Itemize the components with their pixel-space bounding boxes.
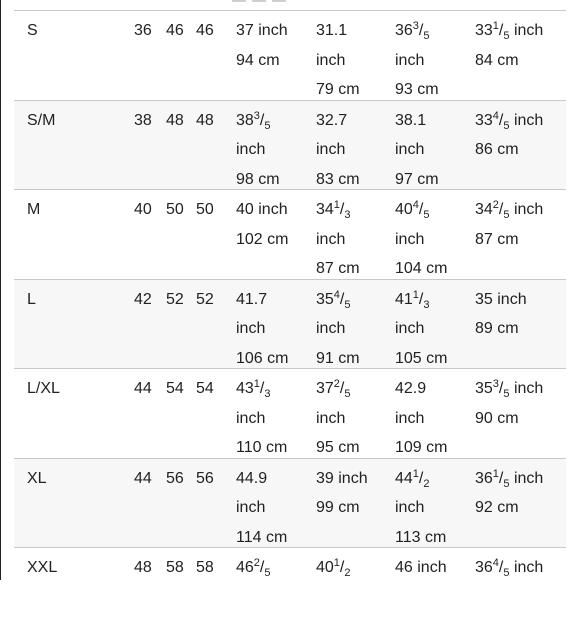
measure-line: inch [395,51,425,69]
fraction-denominator: 5 [503,209,510,221]
measure-unit: inch [333,469,368,487]
fraction-denominator: 2 [344,567,351,579]
table-row [14,10,566,101]
fraction-denominator: 5 [503,119,510,132]
measure-line [236,195,288,225]
fraction-denominator: 3 [344,209,351,221]
cell-measure-b [316,464,368,523]
table-row [14,547,566,638]
measure-line: 83 cm [316,170,360,188]
cell-eu: 44 [134,469,152,487]
measure-line [475,553,543,583]
table-row [14,279,566,370]
cell-measure-c [395,553,447,583]
measure-line [236,374,287,404]
cell-measure-b [316,553,351,583]
measure-line: inch [395,320,425,338]
fraction-denominator: 5 [264,119,271,132]
measure-line: inch [395,230,425,248]
cell-measure-d [475,553,543,583]
fraction-numerator: 1 [333,557,340,569]
fraction-numerator: 1 [492,467,499,480]
cell-measure-b [316,16,360,105]
fraction-denominator: 5 [503,30,510,42]
measure-line: 99 cm [316,499,360,517]
cell-measure-c [395,195,447,284]
cell-measure-a [236,16,288,75]
measure-line: 90 cm [475,409,519,427]
measure-unit: inch [509,469,544,487]
measure-line [236,285,288,315]
fraction-numerator: 1 [492,20,499,32]
cell-measure-c [395,16,439,105]
measure-line [395,464,446,494]
measure-whole: 36 [475,559,493,576]
measure-fraction [253,378,271,400]
measure-fraction [412,467,430,490]
cell-size: XL [27,469,47,487]
measure-whole: 41.7 [236,290,268,308]
measure-line [316,374,360,404]
cell-eu: 42 [134,290,152,308]
measure-line: inch [236,320,266,338]
measure-unit: inch [253,201,288,218]
measure-whole: 33 [475,111,493,129]
fraction-denominator: 5 [344,298,351,311]
cell-fr: 48 [196,111,214,129]
table-row [14,368,566,459]
measure-line [236,464,287,494]
measure-fraction [253,109,271,132]
cell-measure-a [236,106,280,195]
measure-line [475,16,543,46]
measure-line: 110 cm [236,439,288,457]
clipped-previous-row [232,0,332,2]
fraction-slash: / [498,22,504,39]
measure-line: inch [316,320,346,338]
fraction-denominator: 5 [423,209,430,221]
measure-line: 92 cm [475,499,519,517]
cell-eu: 36 [134,22,152,39]
fraction-denominator: 5 [264,567,271,579]
fraction-slash: / [498,380,504,397]
measure-line: inch [395,141,425,159]
measure-line [236,16,288,46]
fraction-slash: / [339,559,345,576]
cell-measure-b [316,285,360,374]
cell-fr: 50 [196,201,214,218]
cell-measure-c [395,464,446,553]
measure-line: 89 cm [475,320,519,338]
measure-whole: 33 [475,22,493,39]
measure-line [475,106,543,136]
measure-whole: 32.7 [316,111,348,129]
table-row [14,189,566,280]
measure-whole: 34 [475,201,493,218]
fraction-denominator: 5 [344,388,351,400]
cell-size: S [27,22,38,39]
cell-measure-b [316,106,360,195]
cell-it: 50 [166,201,184,218]
fraction-slash: / [418,22,424,39]
fraction-slash: / [418,469,424,487]
cell-measure-a [236,464,287,553]
fraction-slash: / [498,201,504,218]
fraction-numerator: 3 [253,109,260,122]
cell-fr: 56 [196,469,214,487]
measure-unit: inch [509,201,544,218]
measure-line [236,553,271,583]
cell-measure-a [236,553,271,583]
measure-fraction [492,378,510,400]
measure-whole: 37 [236,22,254,39]
cell-measure-c [395,285,447,374]
fraction-slash: / [339,201,345,218]
measure-whole: 38 [236,111,254,129]
measure-line: 105 cm [395,349,448,367]
measure-unit: inch [253,22,288,39]
cell-eu: 48 [134,559,152,576]
page-left-border [0,0,1,580]
measure-whole: 40 [236,201,254,218]
measure-unit: inch [509,111,544,129]
measure-line: 113 cm [395,528,447,546]
measure-whole: 46 [395,559,413,576]
cell-measure-d [475,106,543,165]
measure-line [475,285,527,315]
measure-whole: 35 [475,290,493,308]
fraction-denominator: 5 [503,567,510,579]
measure-line [316,106,360,136]
measure-line: inch [316,230,346,248]
cell-size: S/M [27,111,56,129]
measure-whole: 43 [236,380,254,397]
cell-fr: 58 [196,559,214,576]
measure-line [475,464,543,494]
cell-measure-d [475,16,543,75]
fraction-numerator: 3 [492,378,499,390]
cell-size: M [27,201,41,218]
measure-fraction [492,20,510,42]
measure-unit: inch [509,22,544,39]
measure-line: 94 cm [236,51,280,69]
table-row [14,458,566,549]
cell-size: L/XL [27,380,60,397]
measure-whole: 31.1 [316,22,348,39]
measure-line: inch [236,409,266,427]
measure-line [395,106,439,136]
measure-whole: 41 [395,290,413,308]
cell-it: 46 [166,22,184,39]
fraction-numerator: 4 [492,109,499,122]
measure-fraction [412,288,430,311]
measure-unit: inch [412,559,447,576]
measure-whole: 38.1 [395,111,427,129]
fraction-denominator: 3 [423,298,430,311]
measure-fraction [492,109,510,132]
fraction-slash: / [498,111,504,129]
table-row [14,100,566,191]
measure-line: 86 cm [475,141,519,159]
measure-line: inch [395,499,425,517]
measure-line: 91 cm [316,349,360,367]
fraction-slash: / [339,290,345,308]
fraction-slash: / [418,201,424,218]
fraction-numerator: 2 [333,378,340,390]
cell-measure-c [395,374,447,463]
cell-measure-d [475,195,543,254]
measure-fraction [333,378,351,400]
measure-fraction [492,199,510,221]
measure-whole: 42.9 [395,380,427,397]
measure-line [316,195,360,225]
cell-size: XXL [27,559,58,576]
fraction-slash: / [339,380,345,397]
fraction-slash: / [259,559,265,576]
measure-line: 98 cm [236,170,280,188]
measure-line: 114 cm [236,528,288,546]
cell-measure-d [475,374,543,433]
measure-whole: 36 [475,469,493,487]
cell-fr: 46 [196,22,214,39]
fraction-numerator: 2 [253,557,260,569]
measure-line: inch [316,141,346,159]
measure-unit: inch [509,559,544,576]
cell-measure-a [236,195,288,254]
measure-whole: 40 [316,559,334,576]
cell-measure-c [395,106,439,195]
measure-line: 84 cm [475,51,519,69]
measure-fraction [412,20,430,42]
measure-line: 109 cm [395,439,448,457]
measure-fraction [412,199,430,221]
fraction-numerator: 4 [492,557,499,569]
fraction-denominator: 3 [264,388,271,400]
measure-unit: inch [509,380,544,397]
measure-line [395,16,439,46]
cell-measure-b [316,195,360,284]
measure-whole: 34 [316,201,334,218]
fraction-numerator: 4 [333,288,340,301]
measure-line: inch [316,51,346,69]
fraction-slash: / [259,111,265,129]
measure-fraction [492,467,510,490]
measure-line [316,553,351,583]
measure-whole: 36 [395,22,413,39]
fraction-denominator: 5 [503,477,510,490]
measure-line [395,553,447,583]
measure-line [236,106,280,136]
measure-line [395,195,447,225]
measure-line [316,16,360,46]
fraction-numerator: 4 [412,199,419,211]
measure-line [395,374,447,404]
cell-size: L [27,290,36,308]
measure-line: 87 cm [475,230,519,248]
measure-fraction [253,557,271,579]
cell-it: 58 [166,559,184,576]
measure-line: inch [316,409,346,427]
measure-line [395,285,447,315]
measure-whole: 39 [316,469,334,487]
fraction-slash: / [498,559,504,576]
cell-fr: 52 [196,290,214,308]
measure-whole: 46 [236,559,254,576]
fraction-denominator: 5 [423,30,430,42]
cell-eu: 40 [134,201,152,218]
fraction-slash: / [418,290,424,308]
measure-line: 93 cm [395,81,439,99]
measure-whole: 44.9 [236,469,268,487]
cell-it: 52 [166,290,184,308]
measure-line [475,374,543,404]
measure-whole: 35 [316,290,334,308]
measure-whole: 40 [395,201,413,218]
measure-line: 106 cm [236,349,289,367]
measure-line: 95 cm [316,439,360,457]
cell-it: 48 [166,111,184,129]
measure-unit: inch [492,290,527,308]
fraction-slash: / [259,380,265,397]
cell-fr: 54 [196,380,214,397]
measure-line: 79 cm [316,81,360,99]
measure-line: 104 cm [395,260,448,278]
measure-line [475,195,543,225]
fraction-numerator: 3 [412,20,419,32]
measure-line: 87 cm [316,260,360,278]
fraction-numerator: 1 [333,199,340,211]
fraction-denominator: 2 [423,477,430,490]
cell-it: 54 [166,380,184,397]
measure-line: inch [395,409,425,427]
cell-measure-d [475,464,543,523]
measure-whole: 44 [395,469,413,487]
measure-line [316,464,368,494]
measure-fraction [333,199,351,221]
fraction-numerator: 1 [412,288,419,301]
fraction-numerator: 1 [412,467,419,480]
measure-line: inch [236,141,266,159]
cell-measure-d [475,285,527,344]
measure-line: 97 cm [395,170,439,188]
cell-measure-a [236,374,287,463]
cell-measure-a [236,285,288,374]
cell-eu: 38 [134,111,152,129]
cell-it: 56 [166,469,184,487]
measure-whole: 37 [316,380,334,397]
fraction-numerator: 1 [253,378,260,390]
measure-whole: 35 [475,380,493,397]
measure-fraction [333,557,351,579]
measure-line [316,285,360,315]
measure-fraction [492,557,510,579]
fraction-numerator: 2 [492,199,499,211]
measure-fraction [333,288,351,311]
measure-line: inch [236,499,266,517]
measure-line: 102 cm [236,230,289,248]
cell-measure-b [316,374,360,463]
fraction-denominator: 5 [503,388,510,400]
fraction-slash: / [498,469,504,487]
cell-eu: 44 [134,380,152,397]
